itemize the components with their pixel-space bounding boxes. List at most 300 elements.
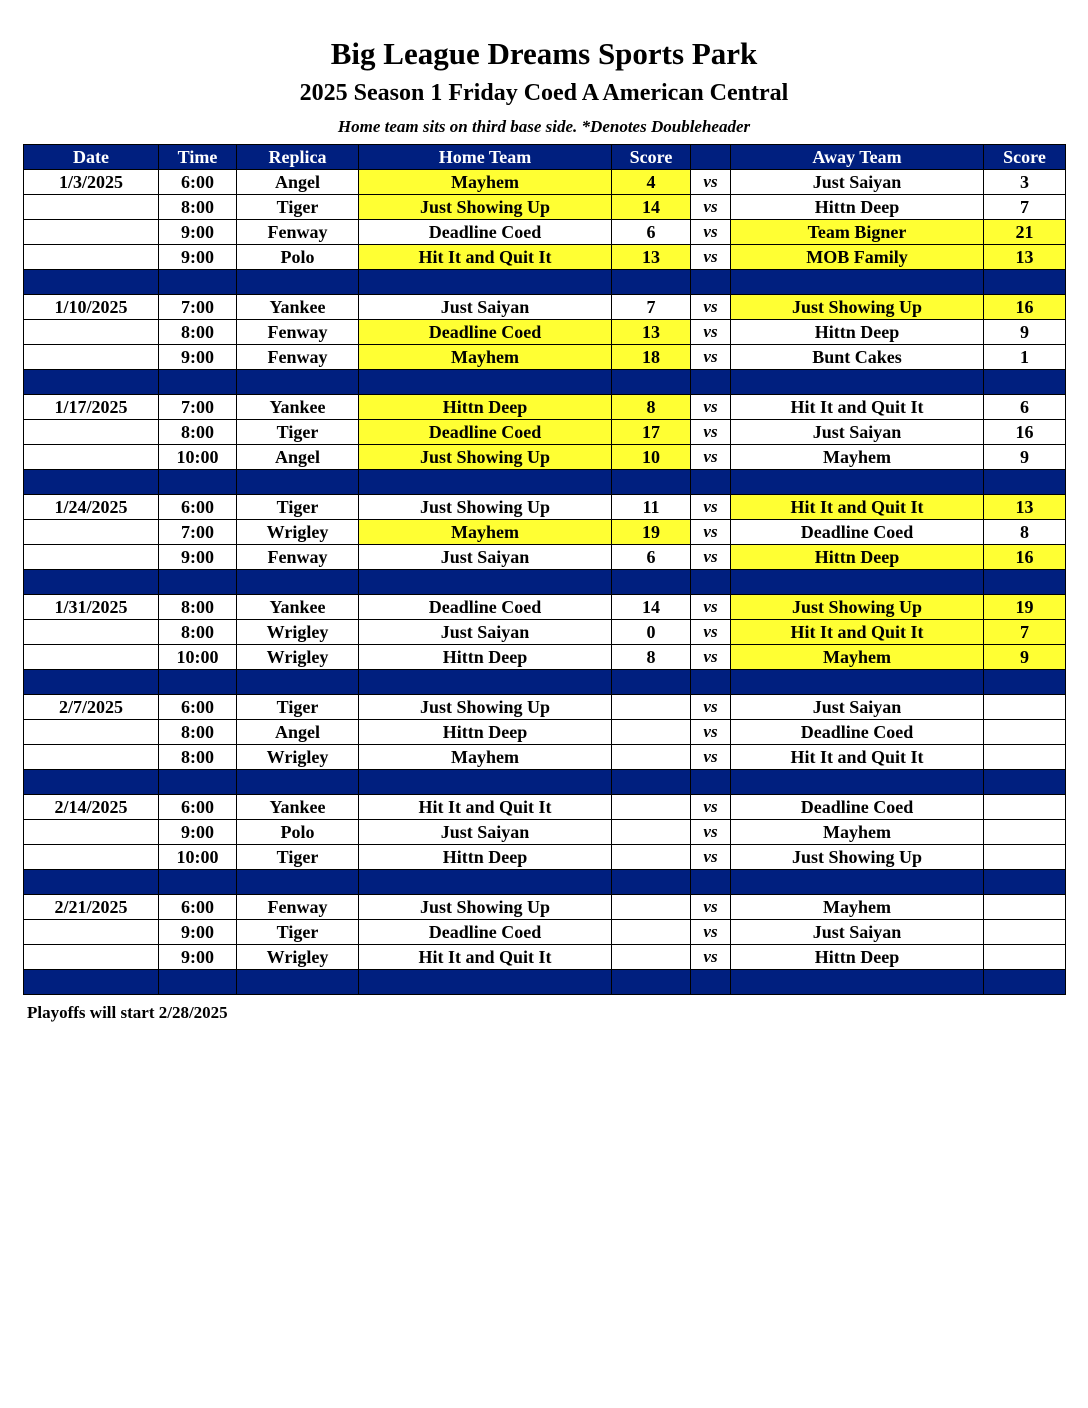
game-row — [24, 420, 1066, 445]
separator-cell — [731, 270, 984, 295]
home-team: Just Saiyan — [359, 820, 612, 845]
away-team: Deadline Coed — [731, 720, 984, 745]
home-score: 4 — [612, 170, 691, 195]
week-separator-row — [24, 770, 1066, 795]
vs-label: vs — [691, 820, 731, 845]
game-row — [24, 745, 1066, 770]
field-name: Wrigley — [237, 520, 359, 545]
game-time: 8:00 — [159, 620, 237, 645]
vs-label: vs — [691, 920, 731, 945]
field-name: Fenway — [237, 345, 359, 370]
week-separator-row — [24, 470, 1066, 495]
separator-cell — [691, 370, 731, 395]
game-time: 8:00 — [159, 745, 237, 770]
away-score: 21 — [984, 220, 1066, 245]
separator-cell — [359, 570, 612, 595]
away-score — [984, 795, 1066, 820]
field-name: Yankee — [237, 295, 359, 320]
game-row — [24, 845, 1066, 870]
game-row — [24, 620, 1066, 645]
home-score — [612, 845, 691, 870]
home-score — [612, 820, 691, 845]
game-time: 7:00 — [159, 295, 237, 320]
field-name: Yankee — [237, 395, 359, 420]
separator-cell — [984, 470, 1066, 495]
field-name: Wrigley — [237, 645, 359, 670]
game-row — [24, 295, 1066, 320]
away-team: Hittn Deep — [731, 545, 984, 570]
field-name: Angel — [237, 445, 359, 470]
home-score — [612, 695, 691, 720]
game-date: 2/14/2025 — [24, 795, 159, 820]
separator-cell — [159, 470, 237, 495]
home-team: Mayhem — [359, 520, 612, 545]
separator-cell — [984, 870, 1066, 895]
game-time: 8:00 — [159, 720, 237, 745]
game-time: 9:00 — [159, 945, 237, 970]
game-time: 9:00 — [159, 545, 237, 570]
away-score — [984, 745, 1066, 770]
away-team: Hittn Deep — [731, 195, 984, 220]
separator-cell — [731, 470, 984, 495]
away-team: Hit It and Quit It — [731, 745, 984, 770]
separator-cell — [612, 570, 691, 595]
home-team: Mayhem — [359, 745, 612, 770]
separator-cell — [359, 470, 612, 495]
separator-cell — [359, 970, 612, 995]
home-score: 14 — [612, 195, 691, 220]
home-team: Just Saiyan — [359, 545, 612, 570]
game-row — [24, 195, 1066, 220]
separator-cell — [731, 770, 984, 795]
game-row — [24, 895, 1066, 920]
game-date: 2/21/2025 — [24, 895, 159, 920]
game-time: 8:00 — [159, 595, 237, 620]
game-time: 7:00 — [159, 395, 237, 420]
game-date: 1/17/2025 — [24, 395, 159, 420]
separator-cell — [159, 970, 237, 995]
col-header-away-team: Away Team — [731, 145, 984, 170]
home-team: Deadline Coed — [359, 920, 612, 945]
separator-cell — [612, 970, 691, 995]
home-score: 6 — [612, 545, 691, 570]
away-score — [984, 920, 1066, 945]
game-row — [24, 520, 1066, 545]
home-team: Hittn Deep — [359, 645, 612, 670]
field-name: Fenway — [237, 545, 359, 570]
game-row — [24, 245, 1066, 270]
separator-cell — [24, 870, 159, 895]
home-score: 6 — [612, 220, 691, 245]
separator-cell — [237, 270, 359, 295]
col-header-time: Time — [159, 145, 237, 170]
home-score — [612, 920, 691, 945]
game-date — [24, 520, 159, 545]
game-date — [24, 320, 159, 345]
away-score: 16 — [984, 295, 1066, 320]
vs-label: vs — [691, 795, 731, 820]
col-header-vs — [691, 145, 731, 170]
home-team: Mayhem — [359, 170, 612, 195]
game-date — [24, 845, 159, 870]
separator-cell — [984, 770, 1066, 795]
away-score: 13 — [984, 245, 1066, 270]
game-time: 9:00 — [159, 220, 237, 245]
home-score: 13 — [612, 245, 691, 270]
game-time: 8:00 — [159, 195, 237, 220]
away-team: Just Showing Up — [731, 845, 984, 870]
field-name: Wrigley — [237, 945, 359, 970]
vs-label: vs — [691, 445, 731, 470]
away-team: Hit It and Quit It — [731, 620, 984, 645]
field-name: Polo — [237, 245, 359, 270]
vs-label: vs — [691, 220, 731, 245]
home-score: 10 — [612, 445, 691, 470]
away-team: Just Saiyan — [731, 920, 984, 945]
game-time: 10:00 — [159, 645, 237, 670]
home-team: Hittn Deep — [359, 395, 612, 420]
game-date: 1/10/2025 — [24, 295, 159, 320]
vs-label: vs — [691, 595, 731, 620]
page-subtitle: 2025 Season 1 Friday Coed A American Central — [299, 80, 789, 106]
game-time: 9:00 — [159, 920, 237, 945]
separator-cell — [691, 570, 731, 595]
away-score — [984, 695, 1066, 720]
separator-cell — [691, 770, 731, 795]
home-score — [612, 945, 691, 970]
game-row — [24, 945, 1066, 970]
game-date: 1/3/2025 — [24, 170, 159, 195]
field-name: Polo — [237, 820, 359, 845]
game-row — [24, 695, 1066, 720]
game-row — [24, 495, 1066, 520]
home-team: Deadline Coed — [359, 420, 612, 445]
separator-cell — [24, 570, 159, 595]
away-team: MOB Family — [731, 245, 984, 270]
separator-cell — [237, 970, 359, 995]
game-row — [24, 820, 1066, 845]
away-score: 3 — [984, 170, 1066, 195]
separator-cell — [359, 770, 612, 795]
game-time: 6:00 — [159, 495, 237, 520]
field-name: Tiger — [237, 695, 359, 720]
away-score: 16 — [984, 545, 1066, 570]
separator-cell — [159, 370, 237, 395]
game-row — [24, 645, 1066, 670]
home-score: 7 — [612, 295, 691, 320]
separator-cell — [612, 470, 691, 495]
separator-cell — [691, 470, 731, 495]
game-date: 1/24/2025 — [24, 495, 159, 520]
separator-cell — [691, 870, 731, 895]
game-time: 6:00 — [159, 895, 237, 920]
separator-cell — [731, 370, 984, 395]
schedule-table — [23, 144, 1066, 995]
away-score: 7 — [984, 620, 1066, 645]
away-team: Just Saiyan — [731, 170, 984, 195]
home-team: Hit It and Quit It — [359, 795, 612, 820]
home-team: Hit It and Quit It — [359, 245, 612, 270]
home-score — [612, 795, 691, 820]
away-team: Mayhem — [731, 445, 984, 470]
separator-cell — [24, 270, 159, 295]
home-team: Just Saiyan — [359, 620, 612, 645]
week-separator-row — [24, 570, 1066, 595]
vs-label: vs — [691, 720, 731, 745]
away-score: 6 — [984, 395, 1066, 420]
game-date — [24, 645, 159, 670]
vs-label: vs — [691, 345, 731, 370]
away-score: 16 — [984, 420, 1066, 445]
vs-label: vs — [691, 695, 731, 720]
separator-cell — [612, 670, 691, 695]
separator-cell — [612, 270, 691, 295]
home-score: 8 — [612, 645, 691, 670]
separator-cell — [612, 770, 691, 795]
separator-cell — [237, 570, 359, 595]
home-score: 13 — [612, 320, 691, 345]
home-team: Just Showing Up — [359, 695, 612, 720]
away-team: Mayhem — [731, 895, 984, 920]
game-date — [24, 720, 159, 745]
home-score: 17 — [612, 420, 691, 445]
week-separator-row — [24, 370, 1066, 395]
field-name: Wrigley — [237, 745, 359, 770]
game-time: 8:00 — [159, 320, 237, 345]
col-header-away-score: Score — [984, 145, 1066, 170]
away-team: Mayhem — [731, 645, 984, 670]
separator-cell — [24, 470, 159, 495]
away-score — [984, 720, 1066, 745]
game-date: 2/7/2025 — [24, 695, 159, 720]
away-score: 9 — [984, 320, 1066, 345]
field-name: Tiger — [237, 420, 359, 445]
home-score: 8 — [612, 395, 691, 420]
separator-cell — [24, 770, 159, 795]
field-name: Yankee — [237, 795, 359, 820]
separator-cell — [24, 670, 159, 695]
separator-cell — [731, 670, 984, 695]
vs-label: vs — [691, 170, 731, 195]
separator-cell — [237, 670, 359, 695]
away-score — [984, 895, 1066, 920]
field-name: Angel — [237, 720, 359, 745]
home-score — [612, 745, 691, 770]
game-row — [24, 720, 1066, 745]
home-score — [612, 720, 691, 745]
separator-cell — [159, 770, 237, 795]
vs-label: vs — [691, 395, 731, 420]
away-team: Hit It and Quit It — [731, 495, 984, 520]
game-time: 6:00 — [159, 170, 237, 195]
schedule-note: Home team sits on third base side. *Denotes Doubleheader — [337, 117, 751, 136]
home-score: 0 — [612, 620, 691, 645]
field-name: Tiger — [237, 845, 359, 870]
away-score: 19 — [984, 595, 1066, 620]
field-name: Angel — [237, 170, 359, 195]
game-date — [24, 545, 159, 570]
away-team: Bunt Cakes — [731, 345, 984, 370]
game-row — [24, 920, 1066, 945]
separator-cell — [237, 870, 359, 895]
page-title: Big League Dreams Sports Park — [330, 36, 758, 71]
separator-cell — [984, 670, 1066, 695]
vs-label: vs — [691, 545, 731, 570]
game-time: 7:00 — [159, 520, 237, 545]
game-time: 10:00 — [159, 845, 237, 870]
col-header-home-score: Score — [612, 145, 691, 170]
game-date: 1/31/2025 — [24, 595, 159, 620]
field-name: Yankee — [237, 595, 359, 620]
game-date — [24, 945, 159, 970]
game-row — [24, 395, 1066, 420]
vs-label: vs — [691, 420, 731, 445]
game-time: 9:00 — [159, 345, 237, 370]
field-name: Tiger — [237, 495, 359, 520]
game-time: 8:00 — [159, 420, 237, 445]
away-team: Just Saiyan — [731, 695, 984, 720]
separator-cell — [24, 370, 159, 395]
field-name: Tiger — [237, 195, 359, 220]
vs-label: vs — [691, 320, 731, 345]
separator-cell — [612, 370, 691, 395]
away-score — [984, 820, 1066, 845]
separator-cell — [359, 370, 612, 395]
vs-label: vs — [691, 945, 731, 970]
game-date — [24, 245, 159, 270]
home-team: Hit It and Quit It — [359, 945, 612, 970]
separator-cell — [24, 970, 159, 995]
game-row — [24, 595, 1066, 620]
game-date — [24, 220, 159, 245]
game-row — [24, 545, 1066, 570]
game-time: 6:00 — [159, 795, 237, 820]
week-separator-row — [24, 270, 1066, 295]
separator-cell — [237, 370, 359, 395]
away-team: Mayhem — [731, 820, 984, 845]
home-score: 18 — [612, 345, 691, 370]
game-row — [24, 320, 1066, 345]
home-team: Just Showing Up — [359, 195, 612, 220]
away-score: 9 — [984, 645, 1066, 670]
vs-label: vs — [691, 620, 731, 645]
game-date — [24, 445, 159, 470]
schedule-body — [24, 170, 1066, 995]
vs-label: vs — [691, 895, 731, 920]
away-score: 8 — [984, 520, 1066, 545]
vs-label: vs — [691, 645, 731, 670]
game-row — [24, 345, 1066, 370]
game-date — [24, 195, 159, 220]
home-score — [612, 895, 691, 920]
away-team: Hit It and Quit It — [731, 395, 984, 420]
separator-cell — [691, 670, 731, 695]
home-team: Hittn Deep — [359, 845, 612, 870]
separator-cell — [731, 970, 984, 995]
week-separator-row — [24, 870, 1066, 895]
away-team: Hittn Deep — [731, 945, 984, 970]
separator-cell — [359, 670, 612, 695]
field-name: Fenway — [237, 895, 359, 920]
week-separator-row — [24, 970, 1066, 995]
game-row — [24, 795, 1066, 820]
home-score: 19 — [612, 520, 691, 545]
away-team: Team Bigner — [731, 220, 984, 245]
home-team: Just Showing Up — [359, 495, 612, 520]
vs-label: vs — [691, 845, 731, 870]
game-date — [24, 345, 159, 370]
separator-cell — [159, 270, 237, 295]
away-team: Just Saiyan — [731, 420, 984, 445]
game-date — [24, 820, 159, 845]
week-separator-row — [24, 670, 1066, 695]
game-date — [24, 920, 159, 945]
game-time: 9:00 — [159, 245, 237, 270]
separator-cell — [159, 570, 237, 595]
game-time: 10:00 — [159, 445, 237, 470]
game-row — [24, 170, 1066, 195]
home-team: Just Showing Up — [359, 445, 612, 470]
away-team: Just Showing Up — [731, 595, 984, 620]
home-score: 14 — [612, 595, 691, 620]
home-score: 11 — [612, 495, 691, 520]
separator-cell — [691, 270, 731, 295]
vs-label: vs — [691, 245, 731, 270]
separator-cell — [984, 270, 1066, 295]
field-name: Fenway — [237, 320, 359, 345]
home-team: Mayhem — [359, 345, 612, 370]
away-score — [984, 845, 1066, 870]
separator-cell — [159, 870, 237, 895]
separator-cell — [731, 570, 984, 595]
away-score: 13 — [984, 495, 1066, 520]
field-name: Fenway — [237, 220, 359, 245]
away-team: Deadline Coed — [731, 520, 984, 545]
home-team: Deadline Coed — [359, 220, 612, 245]
separator-cell — [984, 570, 1066, 595]
game-row — [24, 220, 1066, 245]
game-date — [24, 620, 159, 645]
home-team: Just Saiyan — [359, 295, 612, 320]
home-team: Just Showing Up — [359, 895, 612, 920]
col-header-home-team: Home Team — [359, 145, 612, 170]
separator-cell — [359, 870, 612, 895]
header-row — [24, 145, 1066, 170]
col-header-replica: Replica — [237, 145, 359, 170]
separator-cell — [237, 470, 359, 495]
separator-cell — [984, 370, 1066, 395]
game-date — [24, 420, 159, 445]
game-date — [24, 745, 159, 770]
field-name: Tiger — [237, 920, 359, 945]
separator-cell — [159, 670, 237, 695]
vs-label: vs — [691, 495, 731, 520]
separator-cell — [359, 270, 612, 295]
away-team: Hittn Deep — [731, 320, 984, 345]
away-team: Deadline Coed — [731, 795, 984, 820]
home-team: Deadline Coed — [359, 320, 612, 345]
home-team: Deadline Coed — [359, 595, 612, 620]
separator-cell — [612, 870, 691, 895]
away-score: 1 — [984, 345, 1066, 370]
game-time: 6:00 — [159, 695, 237, 720]
field-name: Wrigley — [237, 620, 359, 645]
separator-cell — [984, 970, 1066, 995]
away-score: 9 — [984, 445, 1066, 470]
away-score — [984, 945, 1066, 970]
vs-label: vs — [691, 195, 731, 220]
separator-cell — [237, 770, 359, 795]
